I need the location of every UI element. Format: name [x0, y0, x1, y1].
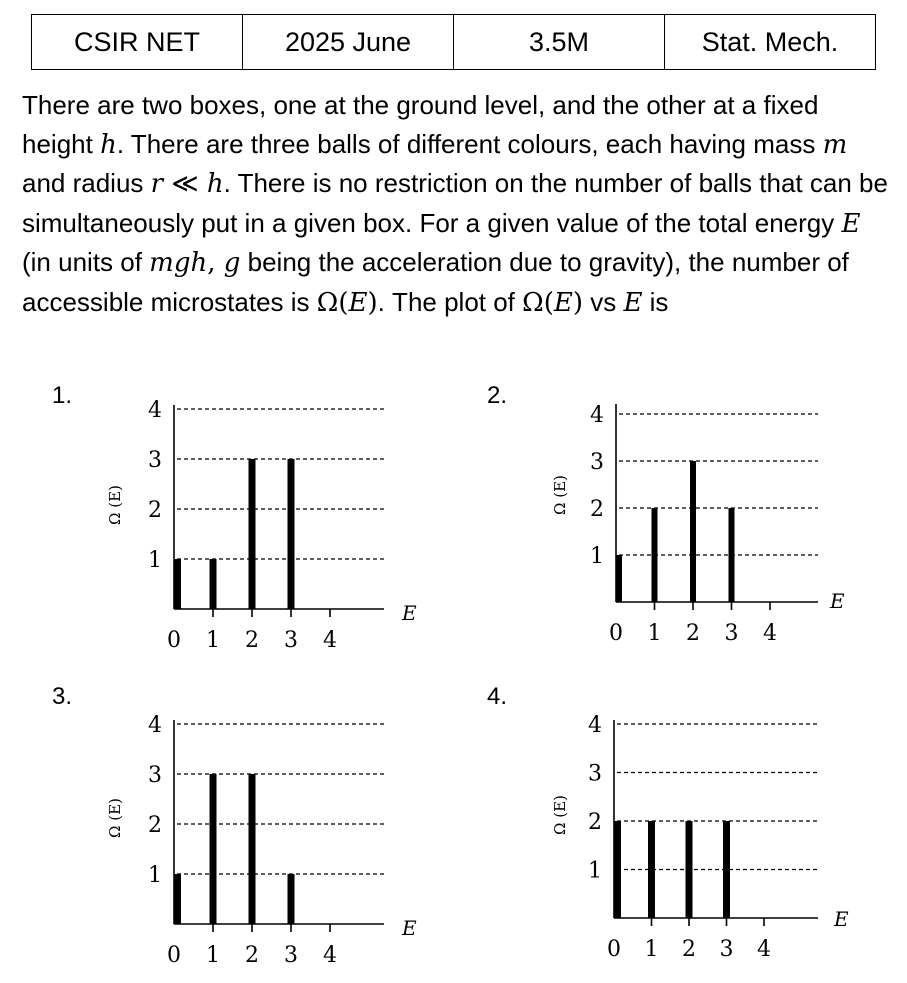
option-3-label: 3.: [52, 683, 73, 710]
x-tick-label-2: 2: [245, 628, 259, 653]
x-tick-label-3: 3: [719, 937, 734, 962]
x-tick-label-4: 4: [763, 621, 777, 646]
x-tick-label-0: 0: [167, 628, 181, 653]
y-tick-label-4: 4: [148, 398, 162, 423]
x-tick-label-3: 3: [284, 628, 298, 653]
question-text: There are two boxes, one at the ground level, and the other at a fixed height h. There are three balls of different colours, each having mass m and radius r ≪ h. There is no restriction on the number of balls that can be simultaneously put in a given box. For a given value of the total energy E (in units of mgh, g being the acceleration due to gravity), the number of accessible microstates is Ω(E). The plot of Ω(E) vs E is: [22, 90, 888, 318]
y-tick-label-1: 1: [590, 544, 604, 569]
x-axis-label: E: [834, 907, 849, 931]
y-axis-label: Ω (E): [551, 795, 569, 835]
option-2-label: 2.: [487, 382, 508, 409]
y-tick-label-2: 2: [590, 497, 604, 522]
bar-E-0: [614, 821, 621, 918]
header-exam: CSIR NET: [32, 15, 243, 70]
y-axis-label: Ω (E): [106, 485, 124, 525]
x-tick-label-1: 1: [647, 621, 662, 646]
bar-E-2: [686, 821, 693, 918]
y-tick-label-4: 4: [148, 713, 162, 738]
x-tick-label-0: 0: [609, 621, 623, 646]
y-tick-label-4: 4: [588, 713, 602, 738]
x-tick-label-1: 1: [206, 943, 220, 968]
y-tick-label-2: 2: [588, 810, 602, 835]
x-tick-label-1: 1: [644, 937, 659, 962]
header-topic: Stat. Mech.: [665, 15, 876, 70]
y-tick-label-1: 1: [148, 548, 162, 573]
option-1-label: 1.: [52, 382, 73, 409]
y-tick-label-1: 1: [588, 858, 602, 884]
x-tick-label-0: 0: [167, 943, 181, 968]
y-tick-label-2: 2: [148, 813, 162, 838]
x-tick-label-2: 2: [682, 937, 696, 962]
x-tick-label-1: 1: [206, 628, 220, 653]
x-tick-label-4: 4: [323, 943, 337, 968]
x-axis-label: E: [402, 601, 417, 625]
x-tick-label-3: 3: [724, 621, 739, 646]
y-axis-label: Ω (E): [106, 798, 124, 838]
y-tick-label-3: 3: [588, 761, 602, 787]
bar-E-3: [723, 821, 730, 918]
x-tick-label-0: 0: [607, 937, 621, 962]
y-tick-label-3: 3: [148, 763, 162, 788]
y-tick-label-3: 3: [590, 450, 604, 475]
y-tick-label-1: 1: [148, 863, 162, 888]
bar-E-1: [648, 821, 655, 918]
x-axis-label: E: [402, 916, 417, 940]
x-tick-label-4: 4: [323, 628, 337, 653]
option-4-label: 4.: [487, 683, 508, 710]
x-tick-label-2: 2: [245, 943, 259, 968]
header-session: 2025 June: [243, 15, 454, 70]
x-tick-label-4: 4: [757, 937, 771, 962]
y-tick-label-2: 2: [148, 498, 162, 523]
x-tick-label-2: 2: [686, 621, 700, 646]
y-tick-label-4: 4: [590, 403, 604, 428]
header-marks: 3.5M: [454, 15, 665, 70]
y-axis-label: Ω (E): [551, 475, 569, 515]
y-tick-label-3: 3: [148, 448, 162, 473]
x-tick-label-3: 3: [284, 943, 298, 968]
x-axis-label: E: [830, 589, 845, 613]
